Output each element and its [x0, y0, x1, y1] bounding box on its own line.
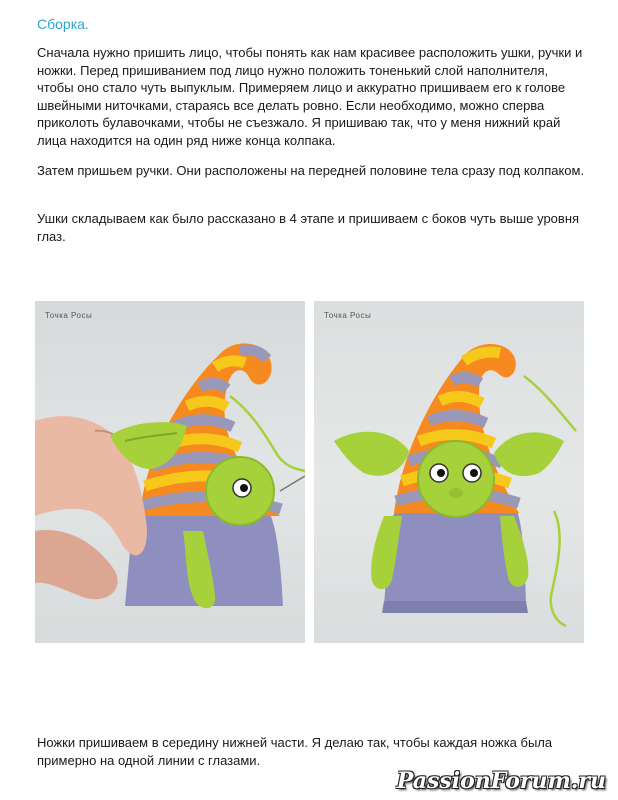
paragraph-arms: Затем пришьем ручки. Они расположены на передней половине тела сразу под колпаком. [37, 163, 585, 178]
site-watermark: PassionForum.ru [396, 768, 606, 794]
photo-finished-gnome [314, 301, 584, 643]
photo-caption-left: Точка Росы [45, 311, 93, 320]
paragraph-ears: Ушки складываем как было рассказано в 4 этапе и пришиваем с боков чуть выше уровня глаз. [37, 211, 580, 244]
section-heading: Сборка. [37, 16, 89, 32]
paragraph-face: Сначала нужно пришить лицо, чтобы понять как нам красивее расположить ушки, ручки и ножки. Перед пришиванием под лицо нужно положить тоненький слой наполнителя, чтобы оно стало чуть выпуклым. Примеряем лицо и аккуратно пришиваем его к голове швейными ниточками, стараясь все делать ровно. Если необходимо, можно сперва приколоть булавочками, чтобы не съезжало. Я пришиваю так, что у меня нижний край лица находится на один ряд ниже конца колпака. [37, 45, 583, 148]
gnome-in-hand-illustration [35, 301, 305, 643]
photo-caption-right: Точка Росы [324, 311, 372, 320]
finished-gnome-illustration [314, 301, 584, 643]
paragraph-legs: Ножки пришиваем в середину нижней части. Я делаю так, чтобы каждая ножка была примерно на одной линии с глазами. [37, 735, 553, 768]
photo-assembly-in-hand [35, 301, 305, 643]
